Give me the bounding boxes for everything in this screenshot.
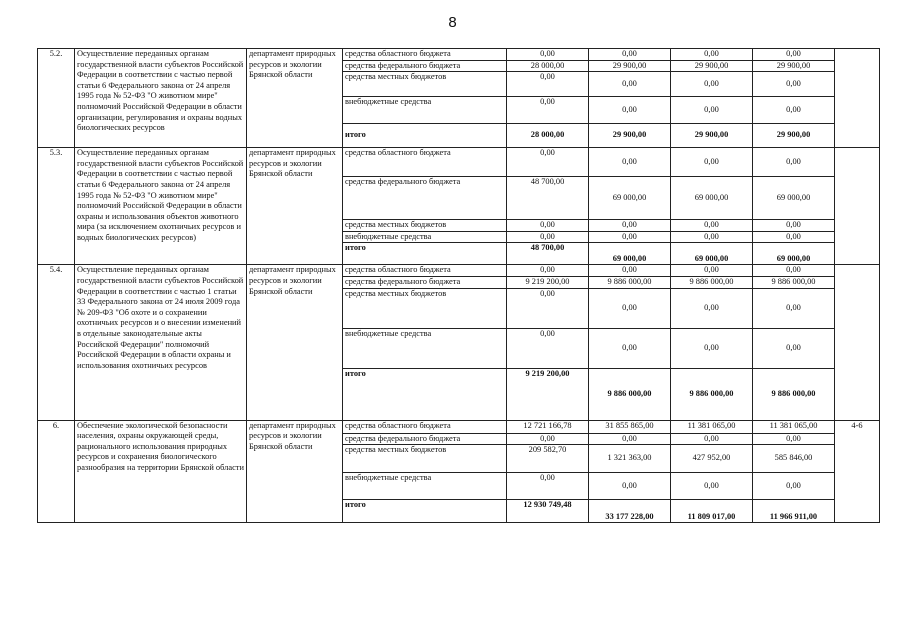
funding-source: внебюджетные средства: [343, 231, 507, 243]
amount-cell: 69 000,00: [753, 177, 835, 220]
amount-total-cell: 9 886 000,00: [671, 368, 753, 420]
amount-total-cell: 29 900,00: [753, 124, 835, 148]
amount-cell: 0,00: [753, 265, 835, 277]
amount-cell: 9 886 000,00: [753, 276, 835, 288]
funding-source: средства областного бюджета: [343, 49, 507, 61]
funding-source: средства областного бюджета: [343, 420, 507, 433]
funding-source: средства местных бюджетов: [343, 72, 507, 97]
amount-cell: 29 900,00: [589, 60, 671, 72]
amount-cell: 0,00: [589, 220, 671, 232]
amount-cell: 0,00: [589, 328, 671, 368]
measure-description: Осуществление переданных органам государственной власти субъектов Российской Федерации в соответствии с частью первой статьи 6 Федерального закона от 24 апреля 1995 года № 52-ФЗ "О животном мире" полномочий Российской Федерации в области организации, регулирования и охраны водных биологических ресурсов: [75, 49, 247, 148]
amount-cell: 0,00: [507, 220, 589, 232]
responsible-department: департамент природных ресурсов и экологии Брянской области: [247, 148, 343, 265]
amount-cell: 0,00: [671, 265, 753, 277]
amount-cell: 0,00: [753, 328, 835, 368]
funding-source: средства областного бюджета: [343, 148, 507, 177]
amount-cell: 0,00: [589, 72, 671, 97]
amount-cell: 0,00: [671, 220, 753, 232]
amount-cell: 0,00: [589, 231, 671, 243]
amount-cell: 0,00: [589, 288, 671, 328]
amount-cell: 0,00: [753, 433, 835, 445]
amount-cell: 0,00: [671, 433, 753, 445]
table-row: [38, 265, 880, 277]
amount-total-cell: 11 809 017,00: [671, 500, 753, 523]
funding-source: средства федерального бюджета: [343, 177, 507, 220]
amount-cell: 0,00: [589, 49, 671, 61]
amount-total-cell: 29 900,00: [671, 124, 753, 148]
amount-cell: 0,00: [753, 72, 835, 97]
amount-cell: 28 000,00: [507, 60, 589, 72]
amount-cell: 0,00: [507, 97, 589, 124]
amount-cell: 31 855 865,00: [589, 420, 671, 433]
section-number: 6.: [38, 420, 75, 523]
funding-source: средства местных бюджетов: [343, 220, 507, 232]
amount-total-cell: 9 886 000,00: [589, 368, 671, 420]
amount-total-cell: 11 966 911,00: [753, 500, 835, 523]
amount-cell: 0,00: [753, 97, 835, 124]
amount-cell: 0,00: [671, 288, 753, 328]
section-number: 5.4.: [38, 265, 75, 420]
amount-cell: 0,00: [671, 231, 753, 243]
amount-cell: 0,00: [589, 265, 671, 277]
funding-source: средства областного бюджета: [343, 265, 507, 277]
amount-cell: 0,00: [589, 97, 671, 124]
measure-description: Осуществление переданных органам государственной власти субъектов Российской Федерации в соответствии с частью 1 статьи 33 Федерального закона от 24 июля 2009 года № 209-ФЗ "Об охоте и о сохранении охотничьих ресурсов и о внесении изменений в отдельные законодательные акты Российской Федерации" полномочий Российской Федерации в области охраны и использования охотничьих ресурсов: [75, 265, 247, 420]
amount-cell: 9 219 200,00: [507, 276, 589, 288]
indicator-reference: 4-6: [835, 420, 880, 523]
amount-cell: 0,00: [507, 72, 589, 97]
amount-total-cell: 28 000,00: [507, 124, 589, 148]
amount-cell: 0,00: [753, 220, 835, 232]
amount-cell: 0,00: [671, 97, 753, 124]
amount-cell: 0,00: [671, 72, 753, 97]
amount-cell: 0,00: [507, 328, 589, 368]
amount-cell: 0,00: [753, 49, 835, 61]
amount-cell: 9 886 000,00: [671, 276, 753, 288]
budget-table: [37, 48, 880, 523]
amount-cell: 0,00: [589, 433, 671, 445]
funding-source: внебюджетные средства: [343, 473, 507, 500]
page-number: 8: [448, 14, 457, 31]
amount-cell: 11 381 065,00: [753, 420, 835, 433]
section-number: 5.3.: [38, 148, 75, 265]
amount-cell: 0,00: [507, 148, 589, 177]
amount-cell: 69 000,00: [589, 177, 671, 220]
indicator-reference: [835, 265, 880, 420]
indicator-reference: [835, 148, 880, 265]
amount-cell: 1 321 363,00: [589, 445, 671, 473]
amount-cell: 0,00: [507, 433, 589, 445]
amount-cell: 29 900,00: [753, 60, 835, 72]
amount-total-cell: 69 000,00: [753, 243, 835, 265]
amount-cell: 0,00: [507, 473, 589, 500]
amount-cell: 0,00: [507, 265, 589, 277]
amount-cell: 29 900,00: [671, 60, 753, 72]
amount-cell: 0,00: [671, 148, 753, 177]
measure-description: Осуществление переданных органам государственной власти субъектов Российской Федерации в соответствии с частью первой статьи 6 Федерального закона от 24 апреля 1995 года № 52-ФЗ "О животном мире" полномочий Российской Федерации в области охраны и использования объектов животного мира (за исключением охотничьих ресурсов и водных биологических ресурсов): [75, 148, 247, 265]
responsible-department: департамент природных ресурсов и экологии Брянской области: [247, 265, 343, 420]
amount-cell: 69 000,00: [671, 177, 753, 220]
amount-total-cell: 29 900,00: [589, 124, 671, 148]
funding-source: средства федерального бюджета: [343, 433, 507, 445]
amount-cell: 0,00: [507, 49, 589, 61]
funding-source: внебюджетные средства: [343, 328, 507, 368]
amount-cell: 0,00: [753, 288, 835, 328]
amount-cell: 209 582,70: [507, 445, 589, 473]
funding-source: средства местных бюджетов: [343, 445, 507, 473]
funding-source-total: итого: [343, 124, 507, 148]
amount-cell: 0,00: [671, 49, 753, 61]
indicator-reference: [835, 49, 880, 148]
amount-cell: 0,00: [507, 288, 589, 328]
amount-cell: 0,00: [671, 473, 753, 500]
amount-cell: 585 846,00: [753, 445, 835, 473]
amount-cell: 0,00: [753, 148, 835, 177]
amount-cell: 0,00: [753, 473, 835, 500]
amount-total-cell: 12 930 749,48: [507, 500, 589, 523]
amount-cell: 11 381 065,00: [671, 420, 753, 433]
responsible-department: департамент природных ресурсов и экологии Брянской области: [247, 49, 343, 148]
funding-source-total: итого: [343, 368, 507, 420]
amount-total-cell: 69 000,00: [589, 243, 671, 265]
funding-source: внебюджетные средства: [343, 97, 507, 124]
funding-source: средства федерального бюджета: [343, 60, 507, 72]
amount-total-cell: 9 886 000,00: [753, 368, 835, 420]
amount-total-cell: 9 219 200,00: [507, 368, 589, 420]
funding-source: средства федерального бюджета: [343, 276, 507, 288]
amount-cell: 0,00: [507, 231, 589, 243]
amount-cell: 0,00: [753, 231, 835, 243]
section-number: 5.2.: [38, 49, 75, 148]
table-row: [38, 148, 880, 177]
amount-cell: 48 700,00: [507, 177, 589, 220]
funding-source-total: итого: [343, 500, 507, 523]
amount-cell: 0,00: [589, 473, 671, 500]
amount-cell: 0,00: [589, 148, 671, 177]
amount-total-cell: 69 000,00: [671, 243, 753, 265]
amount-total-cell: 33 177 228,00: [589, 500, 671, 523]
amount-cell: 0,00: [671, 328, 753, 368]
amount-total-cell: 48 700,00: [507, 243, 589, 265]
funding-source-total: итого: [343, 243, 507, 265]
amount-cell: 12 721 166,78: [507, 420, 589, 433]
measure-description: Обеспечение экологической безопасности населения, охраны окружающей среды, рационального использования природных ресурсов и сохранения биологического разнообразия на территории Брянской области: [75, 420, 247, 523]
funding-source: средства местных бюджетов: [343, 288, 507, 328]
amount-cell: 9 886 000,00: [589, 276, 671, 288]
table-row: [38, 420, 880, 433]
amount-cell: 427 952,00: [671, 445, 753, 473]
responsible-department: департамент природных ресурсов и экологии Брянской области: [247, 420, 343, 523]
table-row: [38, 49, 880, 61]
